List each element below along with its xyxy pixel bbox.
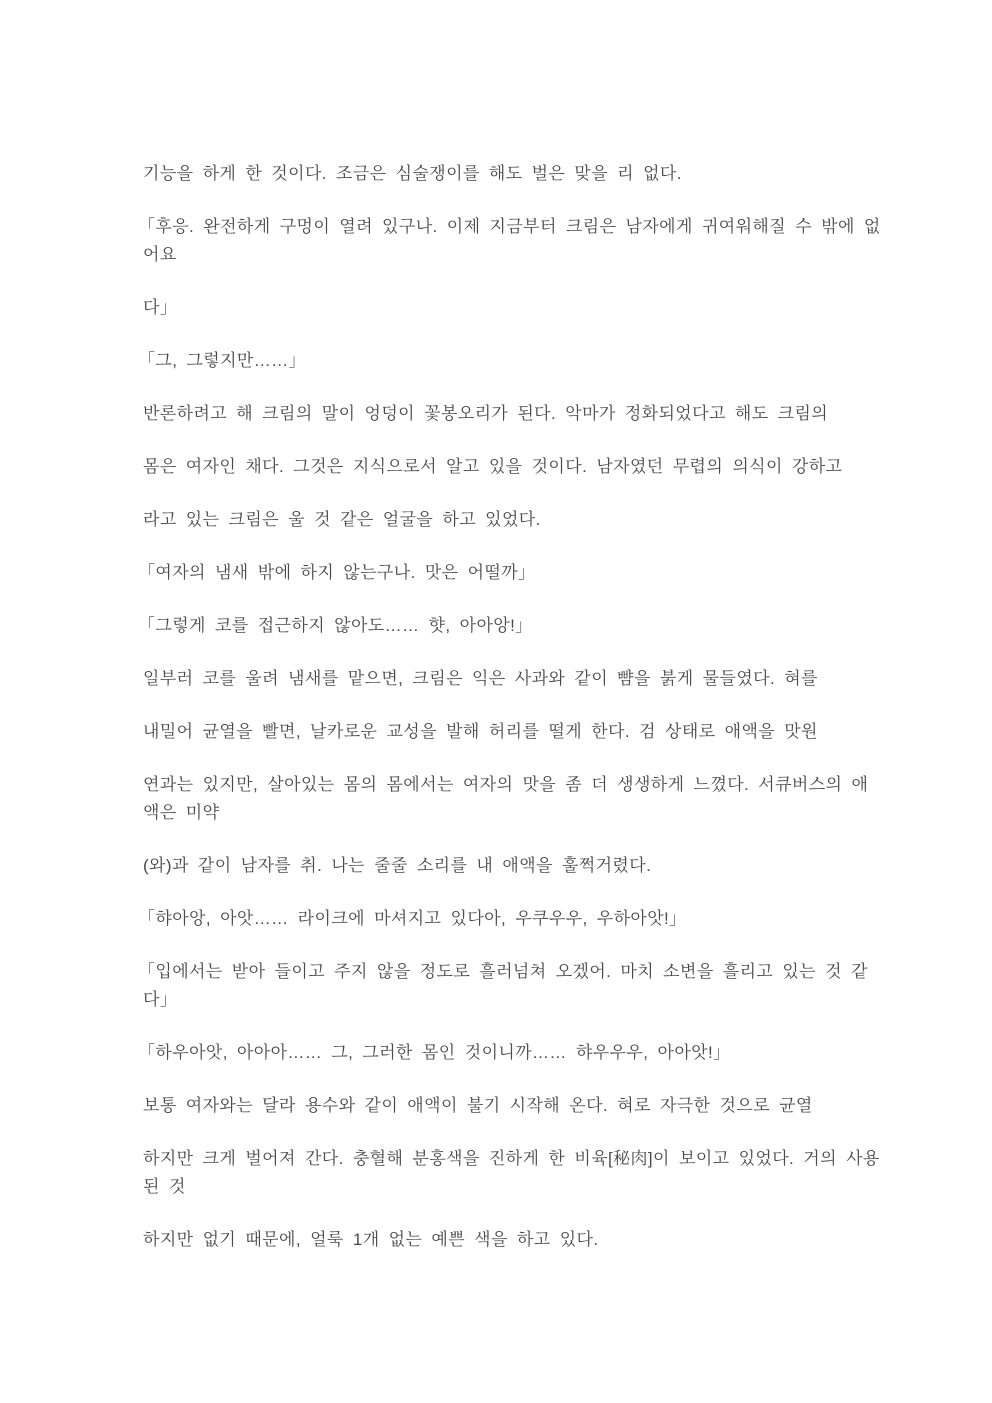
text-line: 하지만 없기 때문에, 얼룩 1개 없는 예쁜 색을 하고 있다.	[143, 1230, 599, 1249]
paragraph	[143, 771, 943, 827]
text-line: 「그, 그렇지만……」	[138, 351, 306, 370]
text-line: 「하우아앗, 아아아…… 그, 그러한 몸인 것이니까…… 햐우우우, 아아앗!」	[138, 1043, 731, 1062]
paragraph	[143, 665, 943, 693]
text-line: 「햐아앙, 아앗…… 라이크에 마셔지고 있다아, 우쿠우우, 우하아앗!」	[138, 909, 687, 928]
paragraph	[143, 506, 943, 534]
text-line: (와)과 같이 남자를 취. 나는 줄줄 소리를 내 애액을 훌쩍거렸다.	[143, 856, 652, 875]
text-line: 일부러 코를 울려 냄새를 맡으면, 크림은 익은 사과와 같이 뺨을 붉게 물들였다. 혀를	[143, 669, 818, 688]
text-line: 다」	[143, 990, 178, 1009]
paragraph	[143, 852, 943, 880]
paragraph	[138, 213, 943, 269]
paragraph	[143, 294, 943, 322]
text-line: 된 것	[143, 1177, 186, 1196]
paragraph	[143, 718, 943, 746]
text-content	[138, 160, 943, 1279]
text-line: 라고 있는 크림은 울 것 같은 얼굴을 하고 있었다.	[143, 510, 541, 529]
text-line: 몸은 여자인 채다. 그것은 지식으로서 알고 있을 것이다. 남자였던 무렵의 의식이 강하고	[143, 457, 843, 476]
text-line: 기능을 하게 한 것이다. 조금은 심술쟁이를 해도 벌은 맞을 리 없다.	[143, 164, 682, 183]
text-line: 내밀어 균열을 빨면, 날카로운 교성을 발해 허리를 떨게 한다. 검 상태로 애액을 맛원	[143, 722, 818, 741]
paragraph	[138, 958, 943, 1014]
text-line: 반론하려고 해 크림의 말이 엉덩이 꽃봉오리가 된다. 악마가 정화되었다고 해도 크림의	[143, 404, 829, 423]
text-line: 다」	[143, 298, 178, 317]
paragraph	[138, 612, 943, 640]
text-line: 「그렇게 코를 접근하지 않아도…… 햣, 아아앙!」	[138, 616, 533, 635]
paragraph	[143, 1226, 943, 1254]
paragraph	[138, 559, 943, 587]
text-line: 「여자의 냄새 밖에 하지 않는구나. 맛은 어떨까」	[138, 563, 536, 582]
paragraph	[143, 1092, 943, 1120]
paragraph	[143, 453, 943, 481]
text-line: 액은 미약	[143, 803, 220, 822]
text-line: 보통 여자와는 달라 용수와 같이 애액이 불기 시작해 온다. 혀로 자극한 것으로 균열	[143, 1096, 813, 1115]
text-line: 연과는 있지만, 살아있는 몸의 몸에서는 여자의 맛을 좀 더 생생하게 느꼈다. 서큐버스의 애	[143, 775, 869, 794]
text-line: 「후응. 완전하게 구멍이 열려 있구나. 이제 지금부터 크림은 남자에게 귀여워해질 수 밖에 없	[138, 217, 881, 236]
paragraph	[138, 905, 943, 933]
paragraph	[143, 1145, 943, 1201]
paragraph	[143, 400, 943, 428]
paragraph	[138, 1039, 943, 1067]
text-line: 하지만 크게 벌어져 간다. 충혈해 분홍색을 진하게 한 비육[秘肉]이 보이고 있었다. 거의 사용	[143, 1149, 880, 1168]
paragraph	[143, 160, 943, 188]
text-line: 어요	[143, 245, 177, 264]
paragraph	[138, 347, 943, 375]
text-line: 「입에서는 받아 들이고 주지 않을 정도로 흘러넘쳐 오겠어. 마치 소변을 흘리고 있는 것 같	[138, 962, 868, 981]
